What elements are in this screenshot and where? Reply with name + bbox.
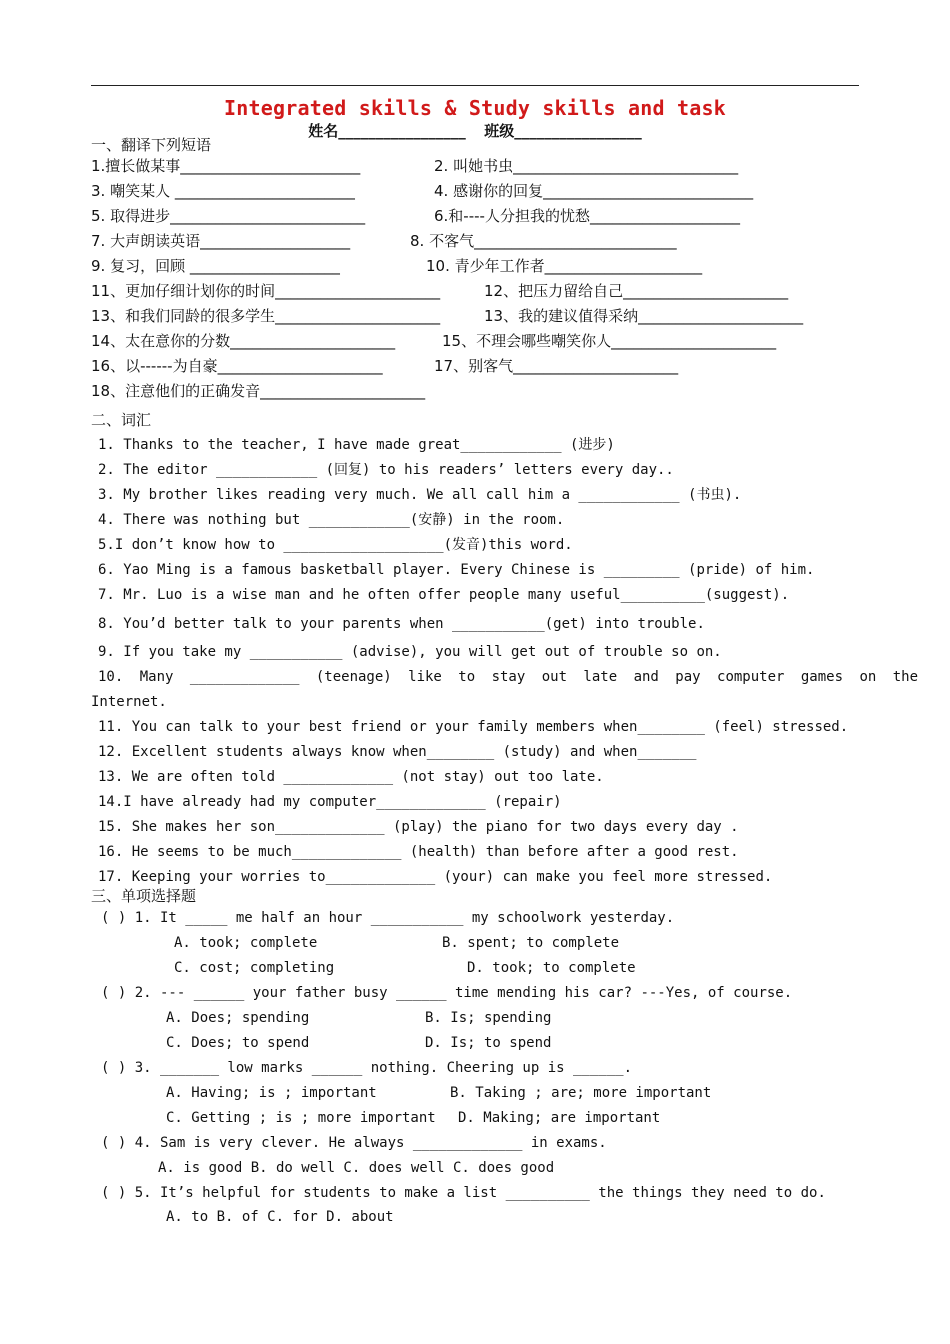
answer-options-row: A. to B. of C. for D. about bbox=[166, 1209, 394, 1225]
answer-option: C. cost; completing bbox=[174, 960, 335, 976]
answer-option: B. Taking ; are; more important bbox=[450, 1085, 712, 1101]
vocab-item: 3. My brother likes reading very much. We all call him a ____________ (书虫). bbox=[98, 487, 742, 503]
question-stem: ( ) 5. It’s helpful for students to make a list __________ the things they need to do. bbox=[101, 1185, 826, 1201]
question-stem: ( ) 2. --- ______ your father busy ______ time mending his car? ---Yes, of course. bbox=[101, 985, 793, 1001]
vocab-item: 14.I have already had my computer_____________ (repair) bbox=[98, 794, 562, 810]
vocab-item: 2. The editor ____________ (回复) to his readers’ letters every day.. bbox=[98, 462, 674, 478]
section3-heading: 三、单项选择题 bbox=[91, 887, 197, 905]
phrase-item: 14、太在意你的分数______________________ bbox=[91, 332, 396, 350]
phrase-item: 12、把压力留给自己______________________ bbox=[484, 282, 789, 300]
answer-option: C. Does; to spend bbox=[166, 1035, 310, 1051]
answer-option: C. Getting ; is ; more important bbox=[166, 1110, 436, 1126]
vocab-item: 17. Keeping your worries to_____________ (your) can make you feel more stressed. bbox=[98, 869, 773, 885]
phrase-item: 7. 大声朗读英语____________________ bbox=[91, 232, 351, 250]
answer-option: D. Is; to spend bbox=[425, 1035, 552, 1051]
phrase-item: 8. 不客气___________________________ bbox=[410, 232, 677, 250]
vocab-item: 5.I don’t know how to ___________________(发音)this word. bbox=[98, 537, 573, 553]
phrase-item: 5. 取得进步__________________________ bbox=[91, 207, 366, 225]
vocab-item: 10. Many _____________ (teenage) like to stay out late and pay computer games on the bbox=[98, 669, 919, 685]
answer-options-row: A. is good B. do well C. does well C. does good bbox=[158, 1160, 555, 1176]
vocab-item-continued: Internet. bbox=[91, 694, 167, 710]
top-rule bbox=[91, 85, 859, 86]
answer-option: A. took; complete bbox=[174, 935, 318, 951]
vocab-item: 13. We are often told _____________ (not stay) out too late. bbox=[98, 769, 604, 785]
vocab-item: 9. If you take my ___________ (advise), you will get out of trouble so on. bbox=[98, 644, 722, 660]
phrase-item: 16、以------为自豪______________________ bbox=[91, 357, 383, 375]
phrase-item: 17、别客气______________________ bbox=[434, 357, 679, 375]
question-stem: ( ) 1. It _____ me half an hour ___________ my schoolwork yesterday. bbox=[101, 910, 675, 926]
phrase-item: 18、注意他们的正确发音______________________ bbox=[91, 382, 426, 400]
vocab-item: 12. Excellent students always know when________ (study) and when_______ bbox=[98, 744, 697, 760]
phrase-item: 10. 青少年工作者_____________________ bbox=[426, 257, 703, 275]
vocab-item: 4. There was nothing but ____________(安静) in the room. bbox=[98, 512, 565, 528]
answer-option: D. took; to complete bbox=[467, 960, 636, 976]
answer-option: A. Having; is ; important bbox=[166, 1085, 377, 1101]
answer-option: A. Does; spending bbox=[166, 1010, 310, 1026]
phrase-item: 4. 感谢你的回复____________________________ bbox=[434, 182, 754, 200]
vocab-item: 6. Yao Ming is a famous basketball player. Every Chinese is _________ (pride) of him. bbox=[98, 562, 815, 578]
phrase-item: 3. 嘲笑某人 ________________________ bbox=[91, 182, 355, 200]
name-label: 姓名_________________ bbox=[308, 122, 466, 140]
vocab-item: 15. She makes her son_____________ (play) the piano for two days every day . bbox=[98, 819, 739, 835]
phrase-item: 6.和----人分担我的忧愁____________________ bbox=[434, 207, 740, 225]
vocab-item: 11. You can talk to your best friend or your family members when________ (feel) stressed. bbox=[98, 719, 849, 735]
answer-option: B. Is; spending bbox=[425, 1010, 552, 1026]
phrase-item: 11、更加仔细计划你的时间______________________ bbox=[91, 282, 441, 300]
phrase-item: 2. 叫她书虫______________________________ bbox=[434, 157, 739, 175]
phrase-item: 13、和我们同龄的很多学生______________________ bbox=[91, 307, 441, 325]
class-label: 班级_________________ bbox=[484, 122, 642, 140]
phrase-item: 9. 复习，回顾 ____________________ bbox=[91, 257, 340, 275]
phrase-item: 1.擅长做某事________________________ bbox=[91, 157, 361, 175]
phrase-item: 15、不理会哪些嘲笑你人______________________ bbox=[442, 332, 777, 350]
vocab-item: 8. You’d better talk to your parents when ___________(get) into trouble. bbox=[98, 616, 705, 632]
question-stem: ( ) 3. _______ low marks ______ nothing. Cheering up is ______. bbox=[101, 1060, 633, 1076]
vocab-item: 16. He seems to be much_____________ (health) than before after a good rest. bbox=[98, 844, 739, 860]
answer-option: D. Making; are important bbox=[458, 1110, 661, 1126]
phrase-item: 13、我的建议值得采纳______________________ bbox=[484, 307, 804, 325]
answer-option: B. spent; to complete bbox=[442, 935, 620, 951]
section1-heading: 一、翻译下列短语 bbox=[91, 136, 212, 154]
vocab-item: 1. Thanks to the teacher, I have made great____________ (进步) bbox=[98, 437, 615, 453]
page-title: Integrated skills & Study skills and task bbox=[224, 96, 726, 120]
section2-heading: 二、词汇 bbox=[91, 411, 152, 429]
question-stem: ( ) 4. Sam is very clever. He always _____________ in exams. bbox=[101, 1135, 607, 1151]
vocab-item: 7. Mr. Luo is a wise man and he often offer people many useful__________(suggest). bbox=[98, 587, 790, 603]
